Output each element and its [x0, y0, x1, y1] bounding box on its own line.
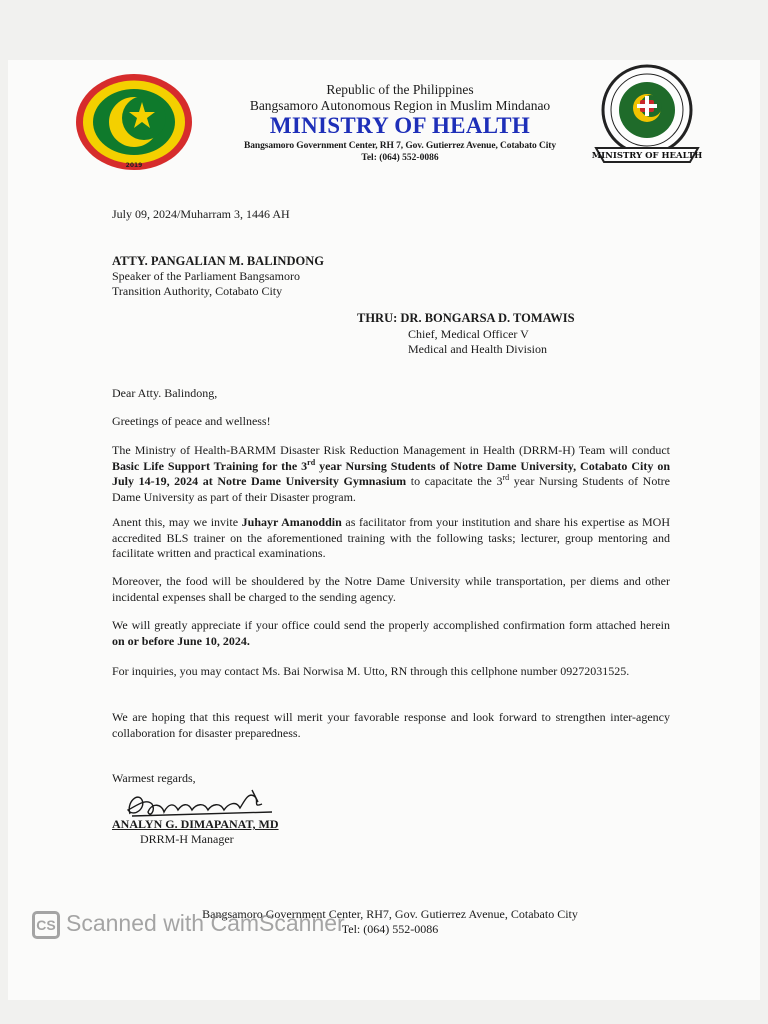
closing: Warmest regards, — [112, 771, 196, 785]
letterhead-address: Bangsamoro Government Center, RH 7, Gov. Gutierrez Avenue, Cotabato City — [244, 141, 556, 151]
paragraph-closing-hope: We are hoping that this request will merit your favorable response and look forward to strengthen inter-agency collaboration for disaster preparedness. — [112, 710, 670, 740]
svg-text:2019: 2019 — [125, 162, 143, 169]
paragraph-confirmation: We will greatly appreciate if your office could send the properly accomplished confirmation form attached herein on or before June 10, 2024. — [112, 618, 670, 648]
salutation: Dear Atty. Balindong, — [112, 386, 218, 400]
paragraph-inquiries: For inquiries, you may contact Ms. Bai Norwisa M. Utto, RN through this cellphone number 09272031525. — [112, 664, 630, 678]
thru-line2: Medical and Health Division — [408, 342, 547, 356]
camscanner-watermark — [32, 910, 345, 939]
moh-seal-icon — [590, 64, 704, 170]
barmm-seal-icon — [74, 72, 194, 172]
signatory-name: ANALYN G. DIMAPANAT, MD — [112, 817, 279, 831]
signatory-title: DRRM-H Manager — [140, 832, 234, 846]
thru-line1: Chief, Medical Officer V — [408, 327, 529, 341]
region-line: Bangsamoro Autonomous Region in Muslim Mindanao — [249, 98, 551, 113]
moh-seal-banner: MINISTRY OF HEALTH — [591, 151, 703, 161]
greeting: Greetings of peace and wellness! — [112, 414, 271, 428]
camscanner-text: Scanned with CamScanner — [66, 910, 345, 936]
addressee-line1: Speaker of the Parliament Bangsamoro — [112, 269, 300, 283]
addressee-name: ATTY. PANGALIAN M. BALINDONG — [112, 254, 324, 268]
footer-tel: Tel: (064) 552-0086 — [341, 922, 439, 936]
paragraph-expenses: Moreover, the food will be shouldered by the Notre Dame University while transportation, per diems and other incidental expenses shall be charged to the sending agency. — [112, 574, 670, 604]
footer-address: Bangsamoro Government Center, RH7, Gov. Gutierrez Avenue, Cotabato City — [202, 907, 578, 921]
paragraph-training: The Ministry of Health-BARMM Disaster Risk Reduction Management in Health (DRRM-H) Team will conduct Basic Life Support Training for the 3rd year Nursing Students of Notre Dame University, Cotabato City on July 14-19, 2024 at Notre Dame University Gymnasium to capacitate the 3rd year Nursing Students of Notre Dame University as part of their Disaster program. — [112, 443, 671, 504]
republic-line: Republic of the Philippines — [326, 82, 474, 97]
camscanner-icon: CS — [32, 911, 60, 939]
addressee-line2: Transition Authority, Cotabato City — [112, 284, 283, 298]
letterhead-tel: Tel: (064) 552-0086 — [361, 153, 439, 163]
thru-name: THRU: DR. BONGARSA D. TOMAWIS — [357, 311, 575, 325]
ministry-title: MINISTRY OF HEALTH — [269, 113, 531, 138]
letter-date: July 09, 2024/Muharram 3, 1446 AH — [112, 207, 290, 221]
paragraph-invite: Anent this, may we invite Juhayr Amanoddin as facilitator from your institution and share his expertise as MOH accredited BLS trainer on the aforementioned training with the following tasks; lecturer, group mentoring and facilitate written and practical examinations. — [112, 515, 670, 560]
